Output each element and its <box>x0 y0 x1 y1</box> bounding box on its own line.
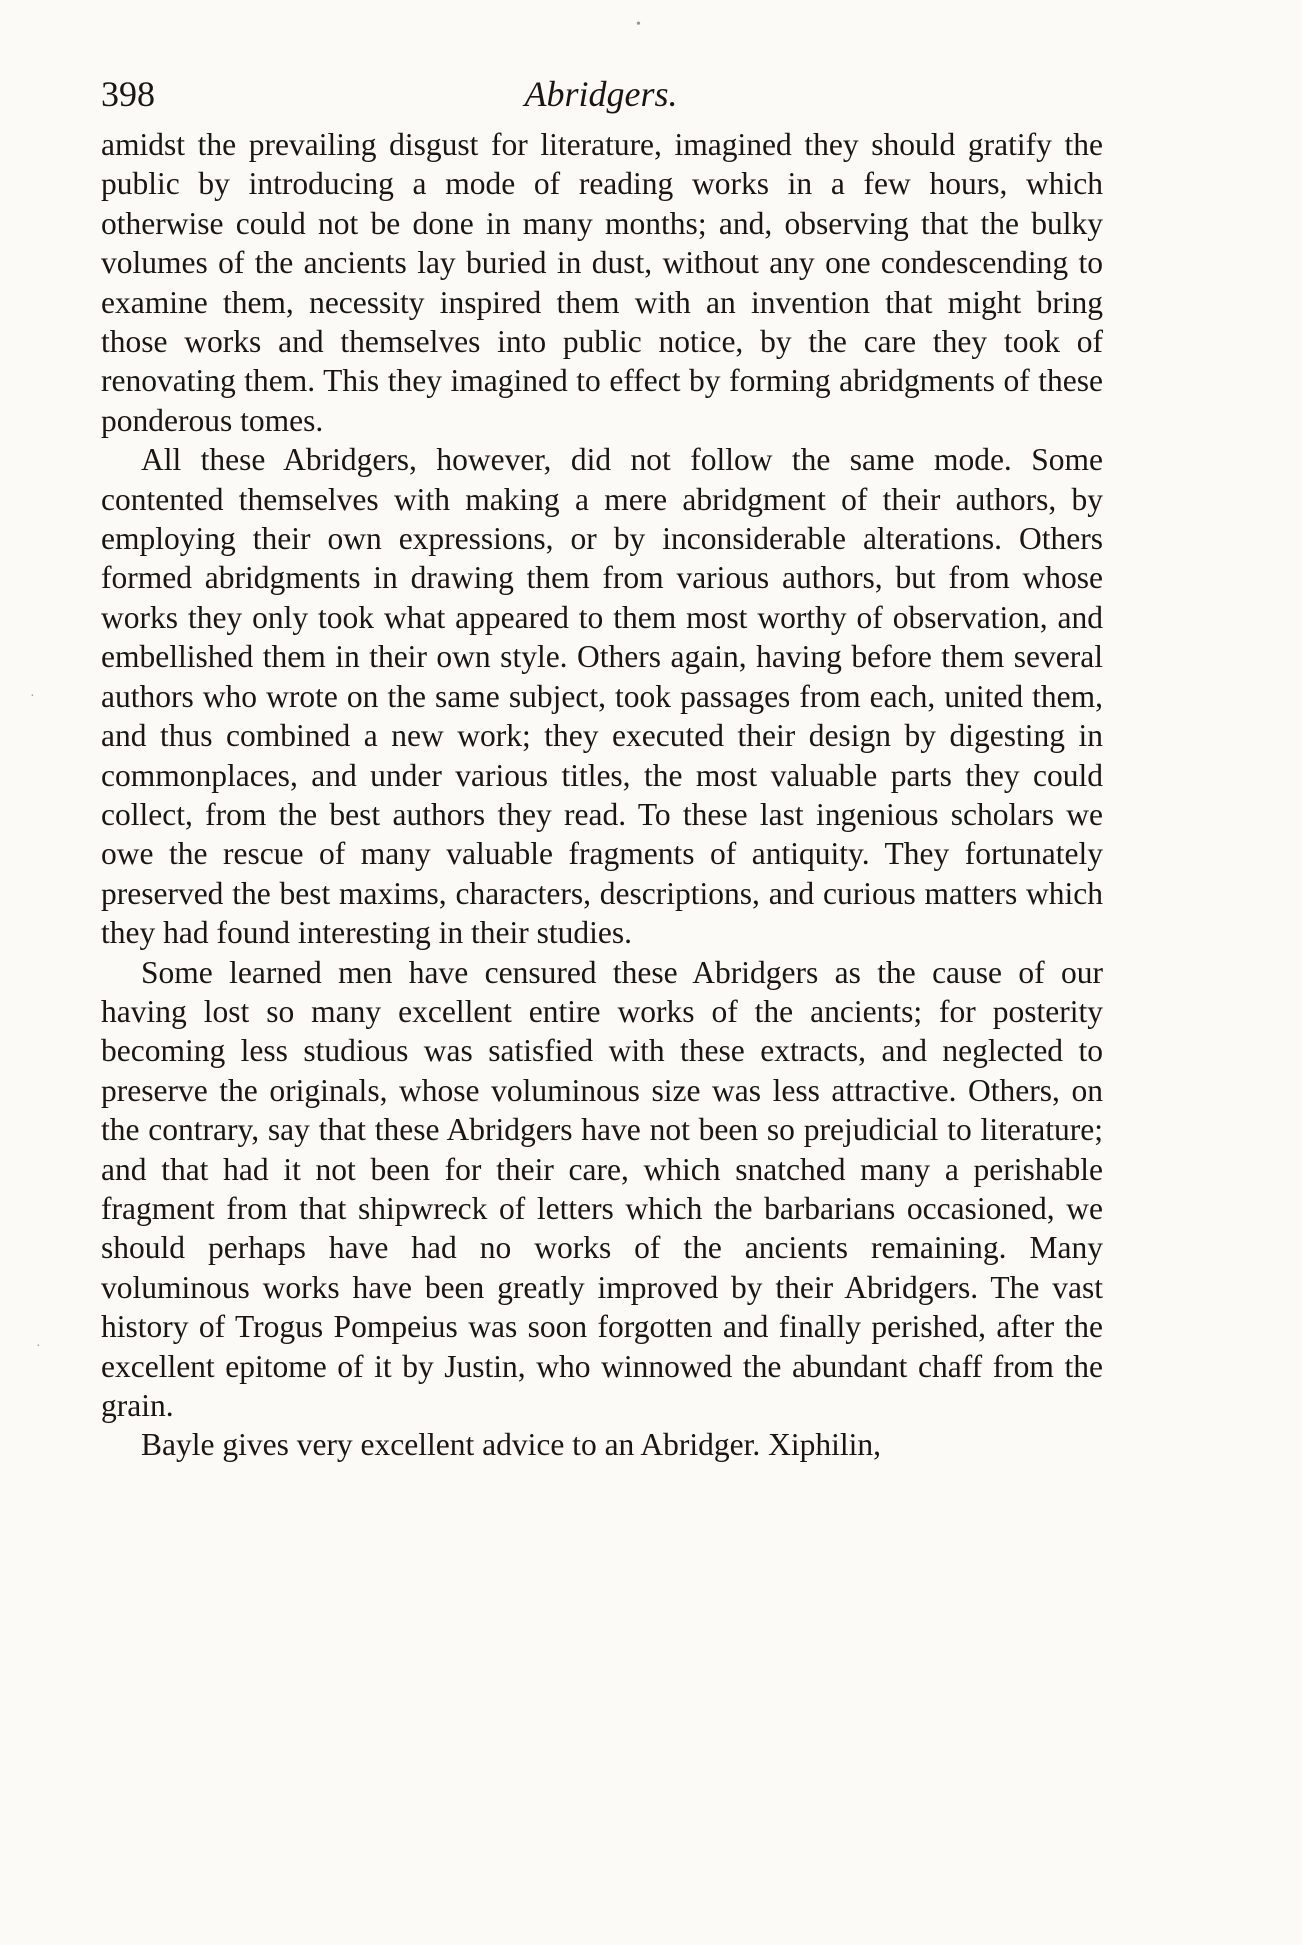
scan-speck: · <box>36 1339 41 1354</box>
scan-speck: · <box>30 689 35 704</box>
scan-speck: • <box>636 17 641 32</box>
paragraph: Some learned men have censured these Abridgers as the cause of our having lost so many excellent entire works of the ancients; for posterity becoming less studious was satisfied with these extracts, and neglected to preserve the originals, whose voluminous size was less attractive. Others, on the contrary, say that these Abridgers have not been so prejudicial to literature; and that had it not been for their care, which snatched many a perishable fragment from that shipwreck of letters which the barbarians occasioned, we should perhaps have had no works of the ancients remaining. Many voluminous works have been greatly improved by their Abridgers. The vast history of Trogus Pompeius was soon forgotten and finally perished, after the excellent epitome of it by Justin, who winnowed the abundant chaff from the grain. <box>101 954 1103 1423</box>
paragraph: All these Abridgers, however, did not follow the same mode. Some contented themselves with making a mere abridgment of their authors, by employing their own expressions, or by inconsiderable alterations. Others formed abridgments in drawing them from various authors, but from whose works they only took what appeared to them most worthy of observation, and embellished them in their own style. Others again, having before them several authors who wrote on the same subject, took passages from each, united them, and thus combined a new work; they executed their design by digesting in commonplaces, and under various titles, the most valuable parts they could collect, from the best authors they read. To these last ingenious scholars we owe the rescue of many valuable fragments of antiquity. They fortunately preserved the best maxims, characters, descriptions, and curious matters which they had found interesting in their studies. <box>101 442 1103 951</box>
running-title: Abridgers. <box>524 74 678 114</box>
paragraph: amidst the prevailing disgust for literature, imagined they should gratify the public by introducing a mode of reading works in a few hours, which otherwise could not be done in many months; and, observing that the bulky volumes of the ancients lay buried in dust, without any one condescending to examine them, necessity inspired them with an invention that might bring those works and themselves into public notice, by the care they took of renovating them. This they imagined to effect by forming abridgments of these ponderous tomes. <box>101 127 1103 438</box>
page-number: 398 <box>101 74 155 114</box>
body-text <box>101 125 1103 1465</box>
paragraph: Bayle gives very excellent advice to an Abridger. Xiphilin, <box>141 1427 882 1463</box>
page-header <box>101 72 1101 116</box>
